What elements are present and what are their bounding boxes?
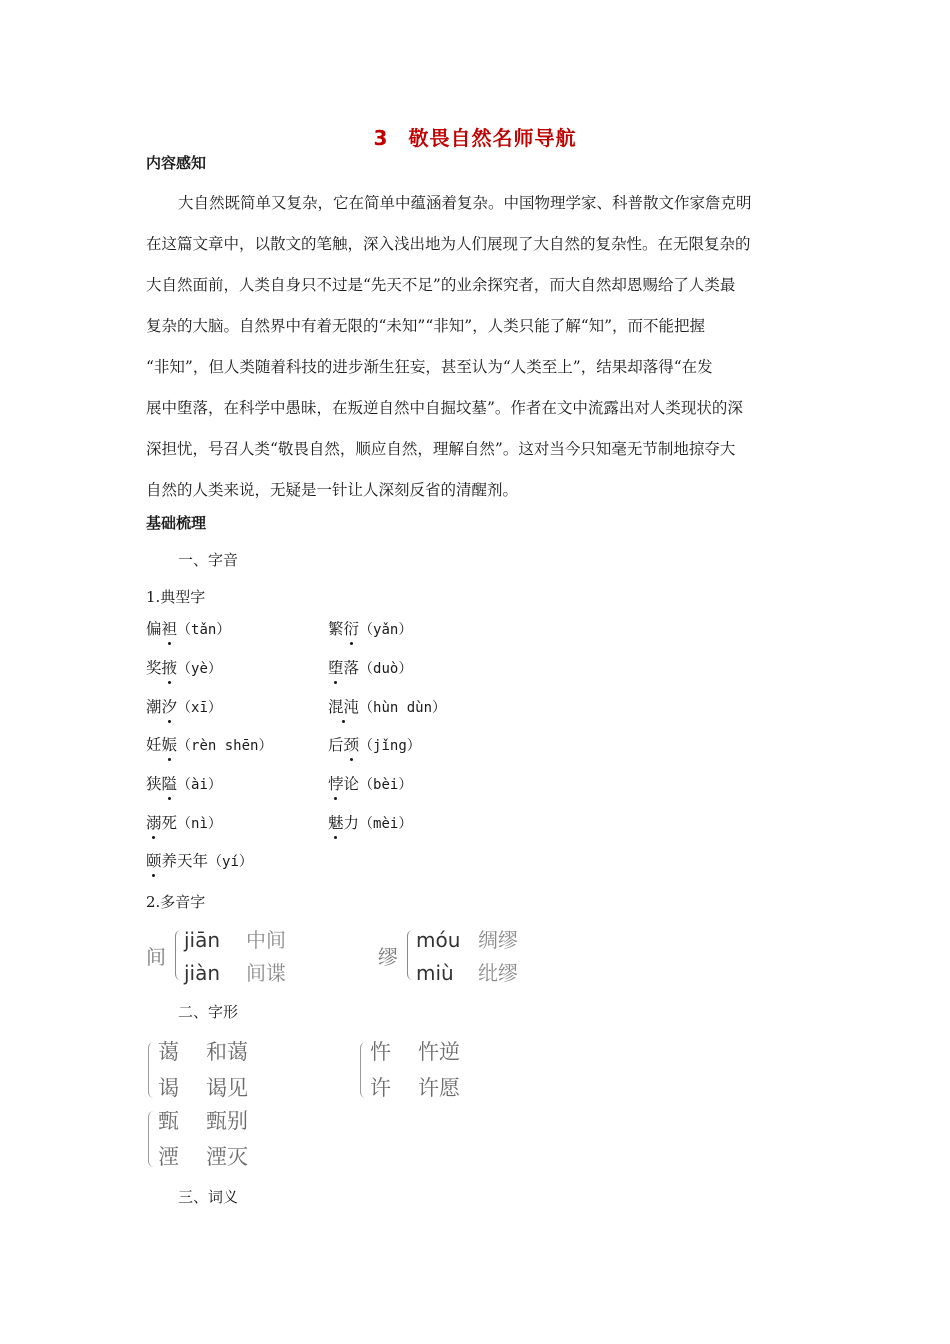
brace [175,930,184,980]
vocab-item: 后颈（jǐng） [328,736,421,754]
vocab-item: 奖掖（yè） [146,659,222,677]
paragraph-line: 自然的人类来说，无疑是一针让人深刻反省的清醒剂。 [146,481,519,499]
vocab-item: 狭隘（ài） [146,775,222,793]
subsection-pronunciation: 一、字音 [178,551,239,569]
glyph-row: 许 许愿 [370,1076,460,1100]
brace [148,1111,155,1167]
glyph-row: 谒 谒见 [158,1076,248,1100]
polyphone-label: 2.多音字 [146,893,206,911]
paragraph-line: 复杂的大脑。自然界中有着无限的“未知”“非知”，人类只能了解“知”，而不能把握 [146,317,706,335]
paragraph-line: “非知”，但人类随着科技的进步渐生狂妄，甚至认为“人类至上”，结果却落得“在发 [146,358,713,376]
paragraph-line: 大自然既简单又复杂，它在简单中蕴涵着复杂。中国物理学家、科普散文作家詹克明 [178,194,752,212]
lesson-number: 3 [373,126,389,150]
polyphone-row: miù 纰缪 [416,961,518,985]
paragraph-line: 大自然面前，人类自身只不过是“先天不足”的业余探究者，而大自然却恩赐给了人类最 [146,276,736,294]
glyph-row: 湮 湮灭 [158,1145,248,1169]
subsection-glyphs: 二、字形 [178,1003,239,1021]
section-heading-content: 内容感知 [146,154,207,172]
vocab-item: 堕落（duò） [328,659,413,677]
polyphone-char: 缪 [378,945,398,969]
polyphone-char: 间 [146,945,166,969]
brace [148,1042,155,1098]
glyph-row: 蔼 和蔼 [158,1040,248,1064]
polyphone-row: móu 绸缪 [416,928,518,952]
paragraph-line: 深担忧，号召人类“敬畏自然，顺应自然，理解自然”。这对当今只知毫无节制地掠夺大 [146,440,736,458]
typical-characters-label: 1.典型字 [146,588,206,606]
subsection-meaning: 三、词义 [178,1188,239,1206]
polyphone-row: jiān 中间 [184,928,286,952]
vocab-item: 潮汐（xī） [146,698,222,716]
vocab-item: 溺死（nì） [146,814,222,832]
section-heading-basics: 基础梳理 [146,514,207,532]
paragraph-line: 在这篇文章中，以散文的笔触，深入浅出地为人们展现了大自然的复杂性。在无限复杂的 [146,235,751,253]
vocab-item: 颐养天年（yí） [146,852,253,870]
vocab-item: 繁衍（yǎn） [328,620,413,638]
glyph-row: 甄 甄别 [158,1109,248,1133]
lesson-title: 敬畏自然名师导航 [408,126,577,150]
vocab-item: 偏袒（tǎn） [146,620,231,638]
polyphone-row: jiàn 间谍 [184,961,286,985]
vocab-item: 悖论（bèi） [328,775,413,793]
vocab-item: 混沌（hùn dùn） [328,698,447,716]
vocab-item: 妊娠（rèn shēn） [146,736,273,754]
page-title [0,122,950,151]
glyph-row: 忤 忤逆 [370,1040,460,1064]
brace [407,930,416,980]
summary-paragraph [146,183,808,511]
vocab-item: 魅力（mèi） [328,814,413,832]
brace [360,1042,367,1098]
paragraph-line: 展中堕落，在科学中愚昧，在叛逆自然中自掘坟墓”。作者在文中流露出对人类现状的深 [146,399,743,417]
